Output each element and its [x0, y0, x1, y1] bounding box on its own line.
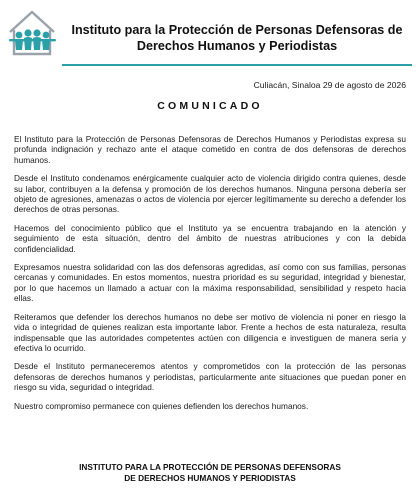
- document-heading: COMUNICADO: [157, 100, 263, 112]
- signature-block: [0, 462, 420, 484]
- paragraph-5: Reiteramos que defender los derechos humanos no debe ser motivo de violencia ni poner en riesgo la vida o integridad de quienes realizan esta importante labor. Frente a hechos de esta naturaleza, resulta indispensable que las autoridades competentes actúen con diligencia e investiguen de manera seria y efectiva lo ocurrido.: [14, 311, 406, 353]
- institute-title: [62, 22, 412, 54]
- paragraph-6: Desde el Instituto permaneceremos atentos y comprometidos con la protección de las personas defensoras de derechos humanos y periodistas, particularmente ante situaciones que puedan poner en riesgo su vida, seguridad o integridad.: [14, 361, 406, 393]
- institute-title-line2: Derechos Humanos y Periodistas: [136, 39, 338, 53]
- signature-line2: DE DERECHOS HUMANOS Y PERIODISTAS: [124, 473, 296, 483]
- header-divider: [62, 64, 412, 66]
- signature-line1: INSTITUTO PARA LA PROTECCIÓN DE PERSONAS DEFENSORAS: [79, 462, 341, 472]
- paragraph-1: El Instituto para la Protección de Personas Defensoras de Derechos Humanos y Periodistas expresa su profunda indignación y rechazo ante el ataque cometido en contra de dos defensoras de derechos humanos.: [14, 134, 406, 165]
- letterhead: [0, 0, 420, 70]
- paragraph-2: Desde el Instituto condenamos enérgicamente cualquier acto de violencia dirigido contra quienes, desde su labor, contribuyen a la defensa y promoción de los derechos humanos. Ninguna persona debería ser objeto de agresiones, amenazas o actos de violencia por ejercer legítimamente su derecho a defender los derechos de otras personas.: [14, 173, 406, 215]
- document-body: [14, 134, 406, 419]
- house-with-people-logo-icon: [6, 6, 58, 58]
- dateline: Culiacán, Sinaloa 29 de agosto de 2026: [253, 80, 406, 90]
- institute-title-line1: Instituto para la Protección de Personas Defensoras de: [71, 23, 403, 37]
- paragraph-4: Expresamos nuestra solidaridad con las dos defensoras agredidas, así como con sus familias, personas cercanas y comunidades. En estos momentos, nuestra prioridad es su seguridad, integridad y bienestar, por lo que hacemos un llamado a actuar con la máxima responsabilidad, sensibilidad y respeto hacia ellas.: [14, 262, 406, 304]
- paragraph-7: Nuestro compromiso permanece con quienes defienden los derechos humanos.: [14, 400, 309, 411]
- paragraph-3: Hacemos del conocimiento público que el Instituto ya se encuentra trabajando en la atención y seguimiento de esta situación, dentro del ámbito de nuestras atribuciones y con la debida confidencialidad.: [14, 222, 406, 254]
